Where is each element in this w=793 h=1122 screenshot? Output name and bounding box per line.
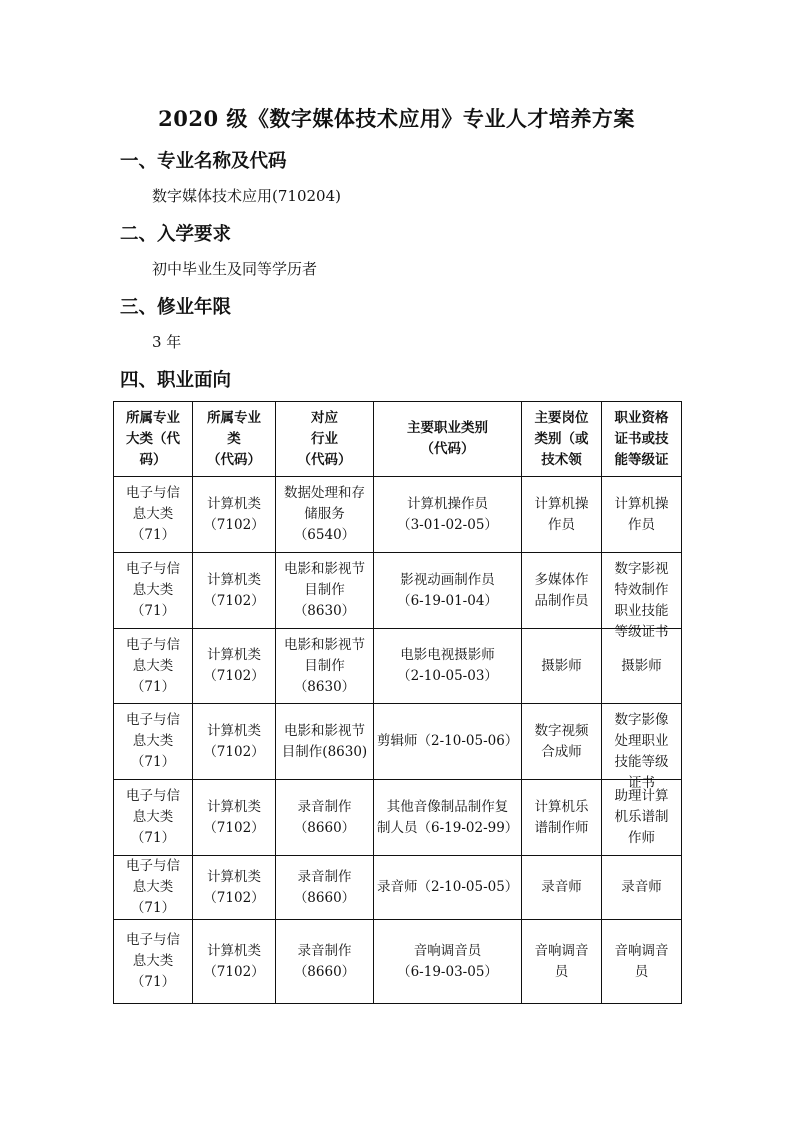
table-row	[114, 553, 682, 629]
table-cell: 计算机乐 谱制作师	[522, 780, 602, 856]
document-title: 2020 级《数字媒体技术应用》专业人才培养方案	[158, 106, 635, 131]
table-cell: 电子与信 息大类 （71）	[114, 856, 193, 920]
section-text-3: 3 年	[152, 333, 182, 351]
table-cell: 计算机类 （7102）	[193, 477, 276, 553]
table-cell: 数字影像 处理职业 技能等级 证书	[602, 704, 682, 780]
table-cell: 计算机类 （7102）	[193, 553, 276, 629]
table-cell: 电子与信 息大类 （71）	[114, 920, 193, 1004]
section-heading-1: 一、专业名称及代码	[120, 151, 287, 172]
table-cell: 计算机类 （7102）	[193, 856, 276, 920]
table-cell: 音响调音员 （6-19-03-05）	[374, 920, 522, 1004]
table-row	[114, 704, 682, 780]
table-row	[114, 920, 682, 1004]
table-cell: 电影电视摄影师 （2-10-05-03）	[374, 629, 522, 704]
section-text-2: 初中毕业生及同等学历者	[152, 260, 318, 278]
header-industry: 对应 行业 （代码）	[276, 402, 374, 477]
table-cell: 录音制作 （8660）	[276, 856, 374, 920]
table-cell: 计算机类 （7102）	[193, 704, 276, 780]
table-cell: 计算机类 （7102）	[193, 920, 276, 1004]
table-cell: 录音制作 （8660）	[276, 780, 374, 856]
table-cell: 电子与信 息大类 （71）	[114, 704, 193, 780]
table-cell: 摄影师	[522, 629, 602, 704]
table-cell: 录音制作 （8660）	[276, 920, 374, 1004]
table-cell: 电影和影视节 目制作 （8630）	[276, 553, 374, 629]
table-cell: 电子与信 息大类 （71）	[114, 629, 193, 704]
table-cell: 其他音像制品制作复 制人员（6-19-02-99）	[374, 780, 522, 856]
table-cell: 计算机类 （7102）	[193, 780, 276, 856]
header-category: 所属专业 大类（代 码）	[114, 402, 193, 477]
table-row	[114, 780, 682, 856]
section-text-1: 数字媒体技术应用(710204)	[152, 187, 341, 205]
table-cell: 助理计算 机乐谱制 作师	[602, 780, 682, 856]
table-cell: 计算机类 （7102）	[193, 629, 276, 704]
table-cell: 计算机操 作员	[522, 477, 602, 553]
table-cell: 录音师	[602, 856, 682, 920]
table-cell: 电子与信 息大类 （71）	[114, 477, 193, 553]
table-cell: 摄影师	[602, 629, 682, 704]
header-occupation: 主要职业类别 （代码）	[374, 402, 522, 477]
table-cell: 数据处理和存 储服务 （6540）	[276, 477, 374, 553]
table-cell: 录音师	[522, 856, 602, 920]
table-row	[114, 629, 682, 704]
table-cell: 电影和影视节 目制作(8630)	[276, 704, 374, 780]
table-cell: 音响调音 员	[522, 920, 602, 1004]
table-cell: 计算机操作员 （3-01-02-05）	[374, 477, 522, 553]
table-row	[114, 856, 682, 920]
header-certificate: 职业资格 证书或技 能等级证	[602, 402, 682, 477]
career-table	[113, 401, 682, 1004]
table-cell: 剪辑师（2-10-05-06）	[374, 704, 522, 780]
table-cell: 多媒体作 品制作员	[522, 553, 602, 629]
table-cell: 数字视频 合成师	[522, 704, 602, 780]
header-class: 所属专业 类 （代码）	[193, 402, 276, 477]
section-heading-3: 三、修业年限	[120, 297, 232, 318]
table-cell: 录音师（2-10-05-05）	[374, 856, 522, 920]
table-cell: 影视动画制作员 （6-19-01-04）	[374, 553, 522, 629]
table-header-row	[114, 402, 682, 477]
table-cell: 电子与信 息大类 （71）	[114, 553, 193, 629]
table-cell: 音响调音 员	[602, 920, 682, 1004]
section-heading-4: 四、职业面向	[120, 370, 232, 391]
table-cell: 计算机操 作员	[602, 477, 682, 553]
header-post: 主要岗位 类别（或 技术领	[522, 402, 602, 477]
section-heading-2: 二、入学要求	[120, 224, 232, 245]
table-row	[114, 477, 682, 553]
table-cell: 电子与信 息大类 （71）	[114, 780, 193, 856]
table-cell: 数字影视 特效制作 职业技能 等级证书	[602, 553, 682, 629]
table-cell: 电影和影视节 目制作 （8630）	[276, 629, 374, 704]
